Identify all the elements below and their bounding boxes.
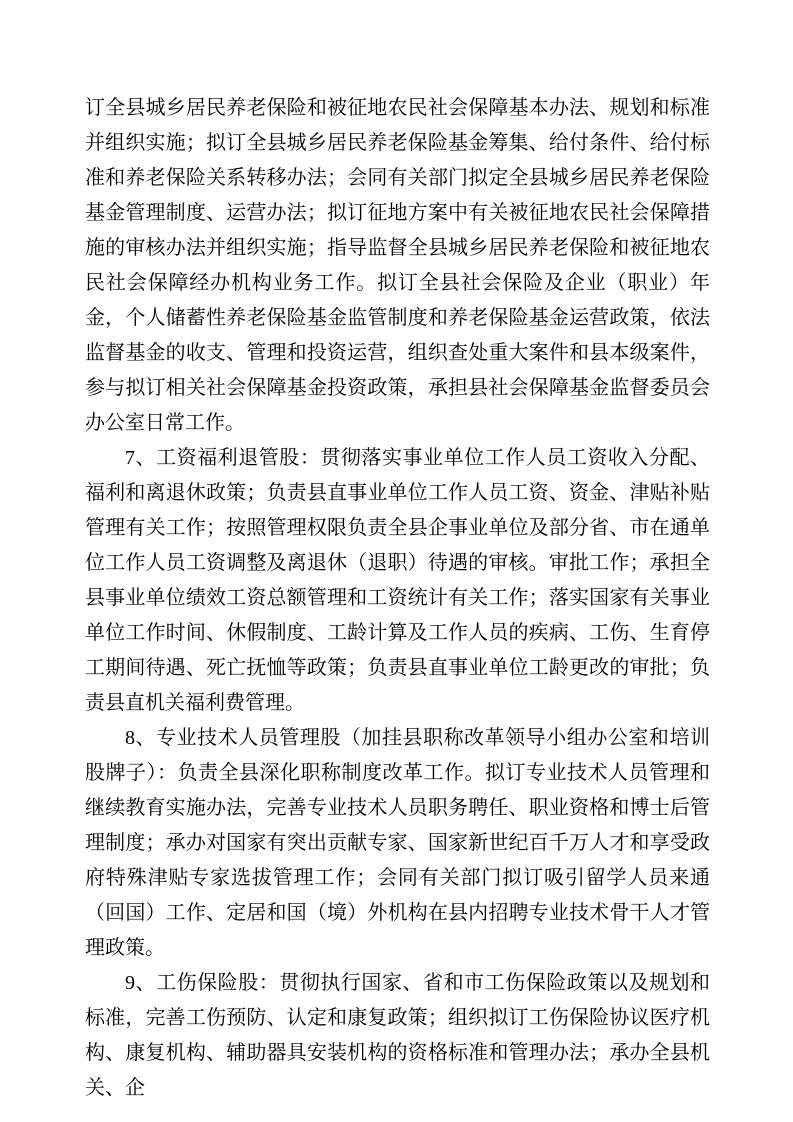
paragraph-continuation: 订全县城乡居民养老保险和被征地农民社会保障基本办法、规划和标准并组织实施；拟订全县城乡居民养老保险基金筹集、给付条件、给付标准和养老保险关系转移办法；会同有关部门拟定全县城乡居民养老保险基金管理制度、运营办法；拟订征地方案中有关被征地农民社会保障措施的审核办法并组织实施；指导监督全县城乡居民养老保险和被征地农民社会保障经办机构业务工作。拟订全县社会保险及企业（职业）年金，个人储蓄性养老保险基金监管制度和养老保险基金运营政策，依法监督基金的收支、管理和投资运营，组织查处重大案件和县本级案件，参与拟订相关社会保障基金投资政策，承担县社会保障基金监督委员会办公室日常工作。 [85, 97, 710, 434]
paragraph-section-8: 8、专业技术人员管理股（加挂县职称改革领导小组办公室和培训股牌子）：负责全县深化职称制度改革工作。拟订专业技术人员管理和继续教育实施办法，完善专业技术人员职务聘任、职业资格和博士后管理制度；承办对国家有突出贡献专家、国家新世纪百千万人才和享受政府特殊津贴专家选拔管理工作；会同有关部门拟订吸引留学人员来通（回国）工作、定居和国（境）外机构在县内招聘专业技术骨干人才管理政策。 [85, 727, 710, 959]
paragraph-section-9: 9、工伤保险股：贯彻执行国家、省和市工伤保险政策以及规划和标准，完善工伤预防、认定和康复政策；组织拟订工伤保险协议医疗机构、康复机构、辅助器具安装机构的资格标准和管理办法；承办全县机关、企 [85, 972, 710, 1099]
document-text-block [85, 91, 710, 1106]
paragraph-section-7: 7、工资福利退管股：贯彻落实事业单位工作人员工资收入分配、福利和离退休政策；负责县直事业单位工作人员工资、资金、津贴补贴管理有关工作；按照管理权限负责全县企事业单位及部分省、市在通单位工作人员工资调整及离退休（退职）待遇的审核。审批工作；承担全县事业单位绩效工资总额管理和工资统计有关工作；落实国家有关事业单位工作时间、休假制度、工龄计算及工作人员的疾病、工伤、生育停工期间待遇、死亡抚恤等政策；负责县直事业单位工龄更改的审批；负责县直机关福利费管理。 [85, 447, 710, 714]
